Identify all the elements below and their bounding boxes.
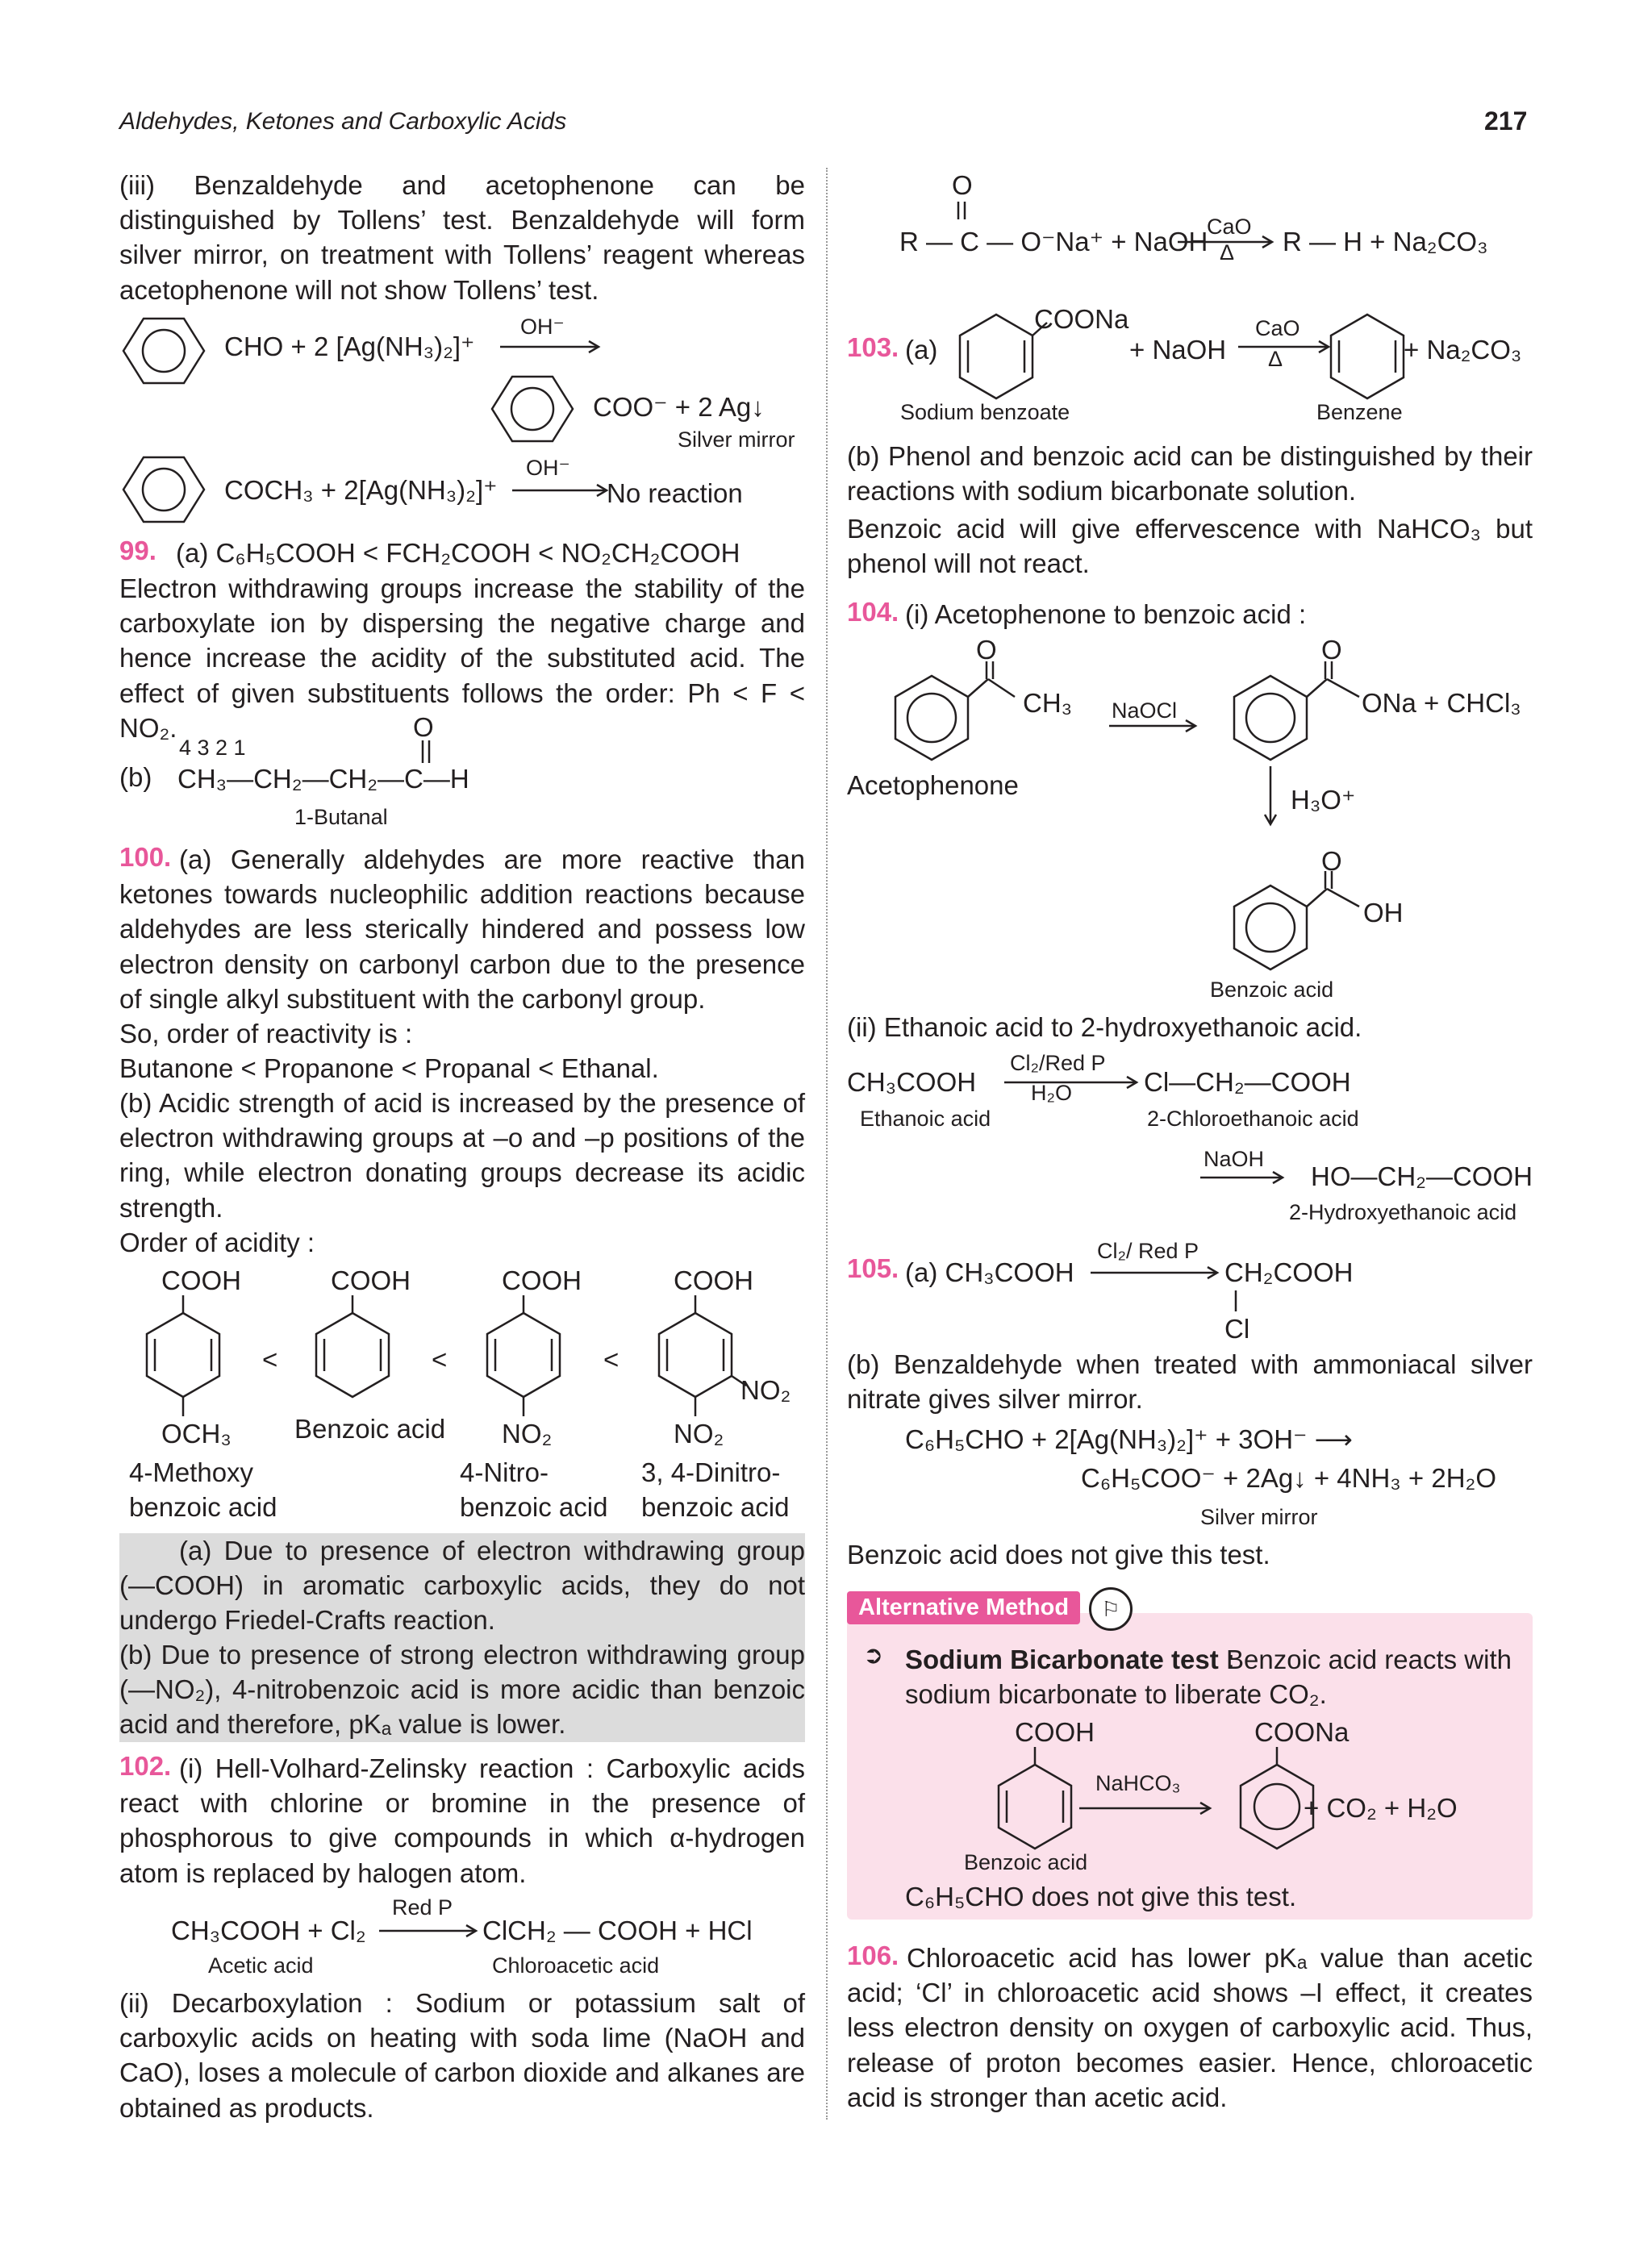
butanal-numbering: 4 3 2 1 — [179, 736, 246, 760]
tollens-condition: OH⁻ — [520, 315, 565, 339]
question-103-number: 103. — [847, 332, 899, 362]
decarb-oxygen: O — [952, 170, 973, 200]
reaction-arrow — [1091, 1265, 1228, 1281]
benzene-ring-icon — [119, 453, 224, 526]
ethanoic-acid-label: Ethanoic acid — [860, 1107, 991, 1131]
decarb-reactants: R — C — O⁻Na⁺ + NaOH — [899, 227, 1208, 256]
less-than-sign: < — [262, 1344, 278, 1374]
acid-1-bottom: OCH₃ — [161, 1419, 232, 1449]
tollens-reactant-2: COCH₃ + 2[Ag(NH₃)₂]⁺ — [224, 475, 498, 505]
q105-product: CH₂COOH — [1224, 1257, 1354, 1287]
question-102-i: (i) Hell-Volhard-Zelinsky reaction : Carboxylic acids react with chlorine or bromine in the presence of phosphorous to give compounds in which α-hydrogen atom is replaced by halogen atom. — [119, 1753, 805, 1888]
alt-text: Benzoic acid reacts with sodium bicarbonate to liberate CO₂. — [905, 1645, 1512, 1709]
alt-cooh: COOH — [1015, 1717, 1095, 1747]
h3o-label: H₃O⁺ — [1291, 785, 1356, 815]
tollens-condition-2: OH⁻ — [526, 456, 570, 480]
question-100-number: 100. — [119, 842, 172, 872]
tollens-product: COO⁻ + 2 Ag↓ — [593, 392, 765, 422]
question-105-number: 105. — [847, 1253, 899, 1283]
double-bond — [955, 202, 971, 222]
reactivity-order: Butanone < Propanone < Propanal < Ethanal. — [119, 1053, 659, 1083]
question-103-b-2: Benzoic acid will give effervescence with NaHCO₃ but phenol will not react. — [847, 514, 1533, 579]
silver-mirror-label: Silver mirror — [678, 427, 795, 452]
acid-1-name: 4-Methoxy — [129, 1457, 254, 1487]
alt-coona: COONa — [1254, 1717, 1350, 1747]
down-arrow — [1262, 766, 1279, 831]
alt-bold-heading: Sodium Bicarbonate test : — [905, 1645, 1235, 1674]
question-99-a: (a) C₆H₅COOH < FCH₂COOH < NO₂CH₂COOH — [176, 538, 740, 568]
acid-4-name: 3, 4-Dinitro- — [641, 1457, 781, 1487]
decarb-products: R — H + Na₂CO₃ — [1283, 227, 1488, 256]
tollens-reactant-1: CHO + 2 [Ag(NH₃)₂]⁺ — [224, 331, 475, 361]
reaction-arrow — [1200, 1169, 1293, 1186]
benzene-ring-icon — [479, 1295, 568, 1424]
question-99-text: Electron withdrawing groups increase the stability of the carboxylate ion by dispersing the negative charge and hence increase the acidity of the substituted acid. The effect of given substituents follows the order: Ph < F < NO₂. — [119, 573, 805, 743]
reactivity-order-label: So, order of reactivity is : — [119, 1019, 413, 1048]
chapter-title: Aldehydes, Ketones and Carboxylic Acids — [119, 108, 567, 135]
aceto-oxygen: O — [976, 635, 997, 665]
benzene-ring-icon — [991, 1747, 1079, 1856]
alternative-method-icon: ⚐ — [1089, 1587, 1133, 1631]
no-reaction-text: No reaction — [607, 478, 743, 508]
question-104-number: 104. — [847, 597, 899, 627]
sodium-benzoate-label: Sodium benzoate — [900, 400, 1070, 424]
hvz-products: ClCH₂ — COOH + HCl — [482, 1916, 753, 1945]
decarb-cond-top: CaO — [1207, 215, 1252, 239]
q105-cl: Cl — [1224, 1314, 1250, 1344]
benzene-ring-icon — [308, 1295, 397, 1404]
q103-cond-bot: Δ — [1268, 347, 1283, 371]
acid-4-side: NO₂ — [740, 1375, 791, 1405]
acetophenone-label: Acetophenone — [847, 770, 1019, 800]
question-103-b: (b) Phenol and benzoic acid can be distinguished by their reactions with sodium bicarbonate solution. — [847, 441, 1533, 507]
less-than-sign: < — [432, 1344, 448, 1374]
butanal-formula: CH₃—CH₂—CH₂—C—H — [177, 764, 469, 794]
q105-silver-mirror: Silver mirror — [1200, 1505, 1318, 1529]
butanal-name: 1-Butanal — [294, 805, 388, 829]
naoh-label: NaOH — [1204, 1147, 1265, 1171]
acid-4-bottom: NO₂ — [674, 1419, 724, 1449]
reaction-arrow — [1109, 718, 1202, 734]
reaction-arrow — [379, 1923, 484, 1939]
oh-label: OH — [1363, 898, 1404, 928]
alt-nahco3: NaHCO₃ — [1095, 1771, 1181, 1795]
q105-equation-1: C₆H₅CHO + 2[Ag(NH₃)₂]⁺ + 3OH⁻ ⟶ — [905, 1424, 1353, 1454]
question-103-a: (a) — [905, 335, 938, 365]
ethanoic-formula: CH₃COOH — [847, 1067, 977, 1097]
question-101-b: (b) Due to presence of strong electron withdrawing group (—NO₂), 4-nitrobenzoic acid is more acidic than benzoic acid and therefore, pKₐ value is lower. — [119, 1637, 805, 1742]
benzene-label: Benzene — [1316, 400, 1403, 424]
acid-4-top: COOH — [674, 1265, 753, 1295]
hydroxy-product: HO—CH₂—COOH — [1311, 1161, 1533, 1191]
hydroxyethanoic-label: 2-Hydroxyethanoic acid — [1289, 1200, 1517, 1224]
h2o-label: H₂O — [1031, 1081, 1072, 1105]
plus-naoh: + NaOH — [1129, 335, 1227, 365]
naocl-label: NaOCl — [1112, 698, 1178, 723]
question-106-text: Chloroacetic acid has lower pKₐ value than acetic acid; ‘Cl’ in chloroacetic acid shows –I effect, it creates less electron density on oxygen of carboxylic acid. Thus, release of proton becomes easier. Hence, chloroacetic acid is stronger than acetic acid. — [847, 1943, 1533, 2112]
acidity-order-label: Order of acidity : — [119, 1228, 315, 1257]
acid-3-bottom: NO₂ — [502, 1419, 553, 1449]
question-101-a: (a) Due to presence of electron withdrawing group (—COOH) in aromatic carboxylic acids, they do not undergo Friedel-Crafts reaction. — [119, 1533, 805, 1638]
benzoate-oxygen: O — [1321, 635, 1342, 665]
column-divider — [826, 168, 828, 2120]
coona-label: COONa — [1034, 304, 1129, 334]
acid-1-top: COOH — [161, 1265, 241, 1295]
page-number: 217 — [1484, 106, 1528, 135]
question-100-b: (b) Acidic strength of acid is increased by the presence of electron withdrawing groups at –o and –p positions of the ring, while electron donating groups decrease its acidic strength. — [119, 1088, 805, 1223]
butanal-oxygen: O — [413, 712, 434, 742]
reaction-arrow — [512, 482, 617, 498]
benzoic-oxygen: O — [1321, 846, 1342, 876]
q105-note: Benzoic acid does not give this test. — [847, 1540, 1270, 1570]
ona-chcl3-label: ONa + CHCl₃ — [1362, 688, 1521, 718]
reaction-arrow — [1079, 1800, 1216, 1816]
benzene-ring-icon — [1226, 661, 1371, 766]
acid-3-top: COOH — [502, 1265, 582, 1295]
plus-na2co3: + Na₂CO₃ — [1404, 335, 1522, 365]
chloroacetic-acid-label: Chloroacetic acid — [492, 1953, 660, 1978]
alt-benzoic-label: Benzoic acid — [964, 1850, 1088, 1874]
reaction-arrow — [500, 339, 605, 355]
question-105-b: (b) Benzaldehyde when treated with ammoniacal silver nitrate gives silver mirror. — [847, 1349, 1533, 1415]
question-105-a: (a) CH₃COOH — [905, 1257, 1074, 1287]
acetic-acid-label: Acetic acid — [208, 1953, 314, 1978]
acid-3-name: 4-Nitro- — [460, 1457, 549, 1487]
acid-2-top: COOH — [331, 1265, 411, 1295]
alt-products: + CO₂ + H₂O — [1304, 1793, 1458, 1823]
acid-1-name-2: benzoic acid — [129, 1492, 277, 1522]
less-than-sign: < — [603, 1344, 620, 1374]
chloroethanoic-label: 2-Chloroethanoic acid — [1147, 1107, 1359, 1131]
benzene-ring-icon — [887, 661, 1032, 766]
question-100-text: (a) Generally aldehydes are more reactive than ketones towards nucleophilic addition reactions because aldehydes are less sterically hindered and possess low electron density on carbonyl carbon due to the presence of single alkyl substituent with the carbonyl group. — [119, 844, 805, 1014]
acid-4-name-2: benzoic acid — [641, 1492, 790, 1522]
alternative-method-tag: Alternative Method — [847, 1591, 1080, 1624]
reaction-arrow — [1004, 1074, 1145, 1090]
para-iii: (iii) Benzaldehyde and acetophenone can be distinguished by Tollens’ test. Benzaldehyde will form silver mirror, on treatment with Tollens’ reagent whereas acetophenone will not show Tollens’ test. — [119, 170, 805, 305]
benzene-ring-icon — [139, 1295, 227, 1424]
question-102-number: 102. — [119, 1751, 172, 1781]
hvz-condition: Red P — [392, 1895, 453, 1920]
alt-note: C₆H₅CHO does not give this test. — [905, 1882, 1297, 1911]
benzene-ring-icon — [488, 373, 593, 445]
chloro-product: Cl—CH₂—COOH — [1144, 1067, 1351, 1097]
cl2-redp-label: Cl₂/Red P — [1010, 1051, 1106, 1075]
question-99-number: 99. — [119, 536, 156, 565]
acid-2-name: Benzoic acid — [294, 1414, 446, 1444]
q103-cond-top: CaO — [1255, 316, 1300, 340]
benzene-ring-icon — [119, 315, 224, 387]
benzene-ring-icon — [1226, 871, 1371, 976]
question-102-ii: (ii) Decarboxylation : Sodium or potassium salt of carboxylic acids on heating with soda lime (NaOH and CaO), loses a molecule of carbon dioxide and alkanes are obtained as products. — [119, 1988, 805, 2123]
q105-equation-2: C₆H₅COO⁻ + 2Ag↓ + 4NH₃ + 2H₂O — [1081, 1463, 1497, 1493]
q105-condition: Cl₂/ Red P — [1097, 1239, 1199, 1263]
acid-3-name-2: benzoic acid — [460, 1492, 608, 1522]
question-104-ii: (ii) Ethanoic acid to 2-hydroxyethanoic acid. — [847, 1012, 1362, 1042]
benzoic-acid-label: Benzoic acid — [1210, 978, 1334, 1002]
question-104-i: (i) Acetophenone to benzoic acid : — [905, 599, 1307, 629]
question-106-number: 106. — [847, 1941, 899, 1970]
hvz-reactants: CH₃COOH + Cl₂ — [171, 1916, 366, 1945]
decarb-cond-bot: Δ — [1220, 240, 1235, 265]
question-99-b-label: (b) — [119, 762, 152, 792]
arrow-bullet-icon: ➲ — [863, 1642, 884, 1669]
ch3-label: CH₃ — [1023, 688, 1073, 718]
